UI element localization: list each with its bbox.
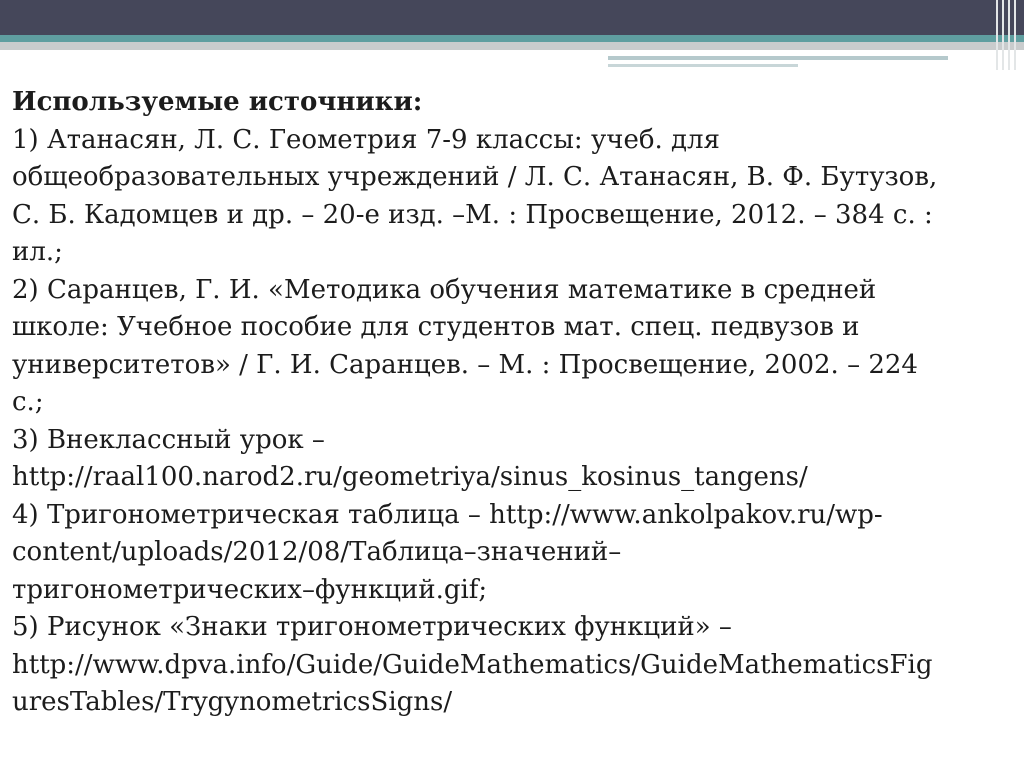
text-line: 2) Саранцев, Г. И. «Методика обучения математике в средней <box>12 274 877 305</box>
link-line[interactable]: http://www.dpva.info/Guide/GuideMathematics/GuideMathematicsFig <box>12 649 933 680</box>
sources-heading: Используемые источники: <box>12 87 423 117</box>
link-line[interactable]: content/uploads/2012/08/Таблица–значений– <box>12 537 622 567</box>
header-accent-line-short <box>608 64 798 67</box>
text-line: С. Б. Кадомцев и др. – 20-е изд. –М. : Просвещение, 2012. – 384 с. : <box>12 199 933 230</box>
link-line[interactable]: http://raal100.narod2.ru/geometriya/sinus_kosinus_tangens/ <box>12 462 808 492</box>
text-line: 3) Внеклассный урок – <box>12 424 325 455</box>
link-line[interactable]: тригонометрических–функций.gif; <box>12 574 488 605</box>
header-teal-stripe <box>0 35 1024 42</box>
text-line: 1) Атанасян, Л. С. Геометрия 7-9 классы: учеб. для <box>12 124 720 155</box>
link-line[interactable]: uresTables/TrygynometricsSigns/ <box>12 687 453 717</box>
text-line: университетов» / Г. И. Саранцев. – М. : Просвещение, 2002. – 224 <box>12 349 918 380</box>
sources-text-block <box>12 84 1008 722</box>
slide-header-decoration <box>0 0 1024 70</box>
header-dark-bar <box>0 0 1024 35</box>
text-line: школе: Учебное пособие для студентов мат. спец. педвузов и <box>12 312 860 342</box>
text-line: общеобразовательных учреждений / Л. С. Атанасян, В. Ф. Бутузов, <box>12 162 938 192</box>
header-vertical-stripes <box>990 0 1024 70</box>
text-line: 5) Рисунок «Знаки тригонометрических функций» – <box>12 612 732 642</box>
text-line: с.; <box>12 387 44 417</box>
text-line: ил.; <box>12 237 63 267</box>
header-accent-line <box>608 56 948 60</box>
header-gray-stripe <box>0 42 1024 50</box>
text-line: 4) Тригонометрическая таблица – http://www.ankolpakov.ru/wp- <box>12 499 883 530</box>
